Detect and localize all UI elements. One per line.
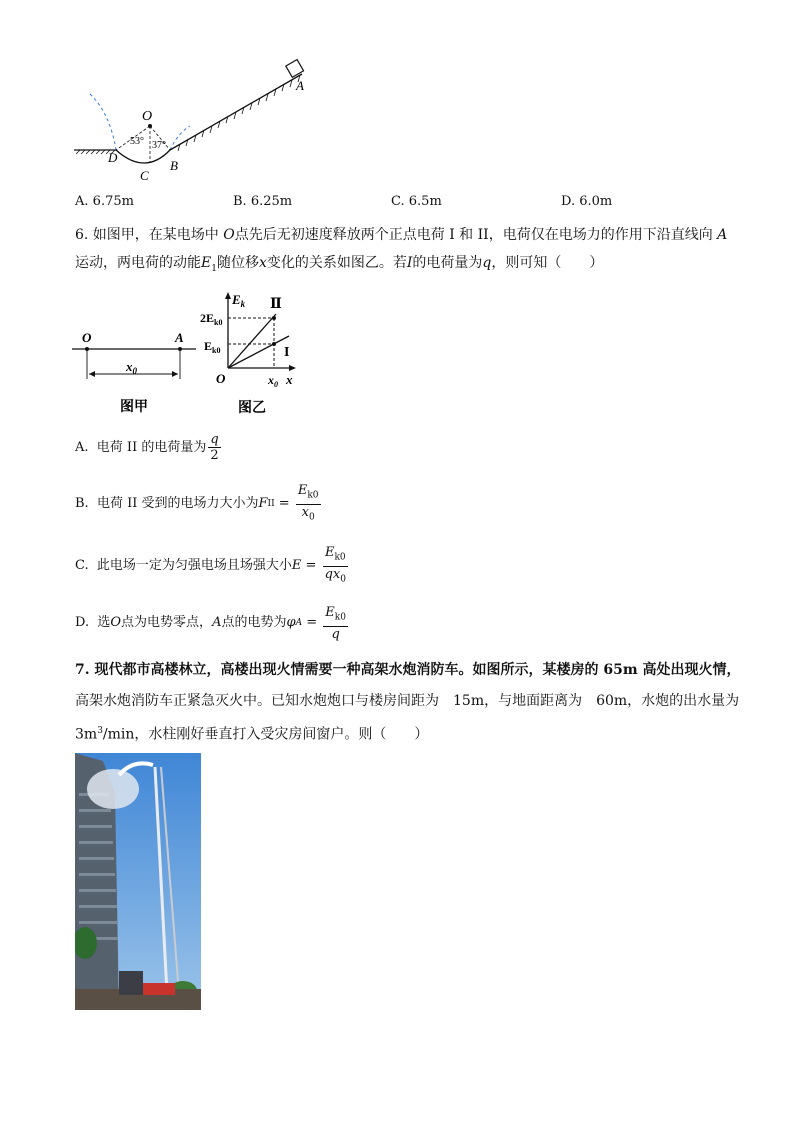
fire-truck-photo <box>75 753 201 1010</box>
q6-stem-line2 <box>75 253 603 279</box>
text: 点先后无初速度释放两个正点电荷 I 和 II，电荷仅在电场力的作用下沿直线向 <box>234 227 713 243</box>
option-letter: C. <box>75 558 89 574</box>
option-letter: C. <box>391 194 405 209</box>
denominator: 2 <box>210 448 219 463</box>
option-text: 6.5m <box>408 194 442 209</box>
option-text: 选 <box>97 615 111 631</box>
q6-option-a[interactable] <box>75 432 223 463</box>
text: A <box>717 227 728 243</box>
numerator <box>323 605 348 627</box>
axis-x-label: x <box>286 372 293 387</box>
text: 运动，两电荷的动能 <box>75 255 201 271</box>
arrow-left <box>89 371 95 377</box>
q6-option-b[interactable] <box>75 483 323 525</box>
option-text: 点的电势为 <box>221 615 287 631</box>
caption-jia: 图甲 <box>120 400 148 415</box>
option-letter: A. <box>75 439 89 455</box>
q6-figure-jia <box>70 325 205 420</box>
option-text: 6.75m <box>92 194 134 209</box>
text: O <box>223 227 235 243</box>
entrance <box>119 971 143 995</box>
text: 3m <box>75 726 98 743</box>
angle-53: 53° <box>130 136 144 147</box>
q5-option-b[interactable] <box>233 192 292 212</box>
equals: = <box>306 615 318 631</box>
q5-incline-figure <box>70 58 330 183</box>
option-text: 此电场一定为匀强电场且场强大小 <box>96 558 292 574</box>
q6-stem-line1 <box>75 225 727 245</box>
label-O: O <box>142 109 153 124</box>
tick-2Ek0: $2E_{k0}$ <box>200 311 223 327</box>
option-letter: D. <box>75 615 90 631</box>
denominator <box>323 567 348 588</box>
q6-option-c[interactable] <box>75 545 350 587</box>
option-text: 电荷 II 的电荷量为 <box>96 439 207 455</box>
option-letter: A. <box>75 194 89 209</box>
series-II-line <box>228 314 276 368</box>
text: E <box>201 255 212 271</box>
text: I <box>406 255 413 271</box>
denominator: q <box>331 626 340 642</box>
label-series-I: I <box>284 345 290 360</box>
math-sub: A <box>295 618 303 629</box>
math-O: O <box>110 615 122 631</box>
option-letter: B. <box>233 194 247 209</box>
numerator <box>323 545 348 567</box>
origin-label: O <box>216 371 226 386</box>
numerator <box>296 483 321 505</box>
axis-y-label: $E_k$ <box>232 292 246 309</box>
text: E <box>297 483 308 498</box>
option-text: 点为电势零点， <box>121 615 213 631</box>
option-text: 6.0m <box>579 194 613 209</box>
q5-option-a[interactable] <box>75 192 134 212</box>
dashed-arc-left <box>90 94 116 150</box>
text: ，则可知（ ） <box>491 255 604 271</box>
point-I <box>272 342 276 346</box>
equals: = <box>305 558 317 574</box>
q6-option-d[interactable] <box>75 605 350 642</box>
denominator <box>300 505 317 526</box>
text: 变化的关系如图乙。若 <box>266 255 407 271</box>
fraction-Ek0-over-x0 <box>296 483 321 525</box>
q7-stem-line2: 高架水炮消防车正紧急灭火中。已知水炮炮口与楼房间距为 15m，与地面距离为 60m，水炮的出水量为 <box>75 693 740 709</box>
text: k0 <box>307 490 319 501</box>
math-phi: φ <box>286 615 296 631</box>
q6-figure-yi <box>198 290 308 418</box>
option-letter: B. <box>75 496 89 512</box>
math-sub: II <box>267 499 275 510</box>
fraction-q-over-2 <box>208 432 220 463</box>
text: E <box>325 605 335 620</box>
label-D: D <box>108 150 118 165</box>
text: x <box>258 255 267 271</box>
smoke <box>87 769 139 809</box>
text: 的电荷量为 <box>412 255 483 271</box>
option-text: 电荷 II 受到的电场力大小为 <box>96 496 259 512</box>
caption-yi: 图乙 <box>238 401 266 416</box>
y-axis-arrow <box>225 292 231 299</box>
angle-37: 37° <box>152 140 166 151</box>
text: 0 <box>308 512 315 523</box>
label-A: A <box>175 330 184 345</box>
series-I-line <box>228 336 289 368</box>
label-series-II: Ⅱ <box>270 297 282 312</box>
math-F: F <box>258 496 268 512</box>
text: /min，水柱刚好垂直打入受灾房间窗户。则（ ） <box>102 726 429 743</box>
text: k0 <box>334 552 346 563</box>
numerator: q <box>210 432 219 447</box>
text: q <box>482 255 492 271</box>
dashed-arc-right <box>170 126 190 150</box>
label-B: B <box>170 158 178 173</box>
q7-stem-line1: 7. 现代都市高楼林立，高楼出现火情需要一种高架水炮消防车。如图所示，某楼房的 65m 高处出现火情， <box>75 662 741 678</box>
label-C: C <box>140 168 149 183</box>
point-II <box>272 316 276 320</box>
option-letter: D. <box>561 194 576 209</box>
fraction-Ek0-over-qx0 <box>323 545 348 587</box>
arrow-right <box>172 371 178 377</box>
text: 6. 如图甲，在某电场中 <box>75 227 219 243</box>
label-A: A <box>296 78 304 93</box>
tick-Ek0: $E_{k0}$ <box>204 339 221 355</box>
text: 随位移 <box>216 255 259 271</box>
text: x <box>301 504 309 520</box>
equals: = <box>278 496 290 512</box>
tick-x0: $x_0$ <box>268 373 278 389</box>
arc-track <box>116 150 170 163</box>
text: 0 <box>340 574 346 585</box>
q7-stem-line3 <box>75 721 428 745</box>
q5-option-d[interactable] <box>561 192 612 212</box>
fraction-Ek0-over-q <box>323 605 348 642</box>
text: E <box>324 545 335 560</box>
text: qx <box>324 566 341 582</box>
x-axis-arrow <box>289 365 296 371</box>
label-x0: $x_0$ <box>126 359 137 376</box>
text: k0 <box>334 612 346 623</box>
math-E: E <box>291 558 302 574</box>
q5-option-c[interactable] <box>391 192 442 212</box>
text: 1 <box>211 263 217 274</box>
math-A: A <box>212 615 222 631</box>
label-O: O <box>82 330 92 345</box>
text: 3 <box>97 726 103 736</box>
option-text: 6.25m <box>250 194 293 209</box>
